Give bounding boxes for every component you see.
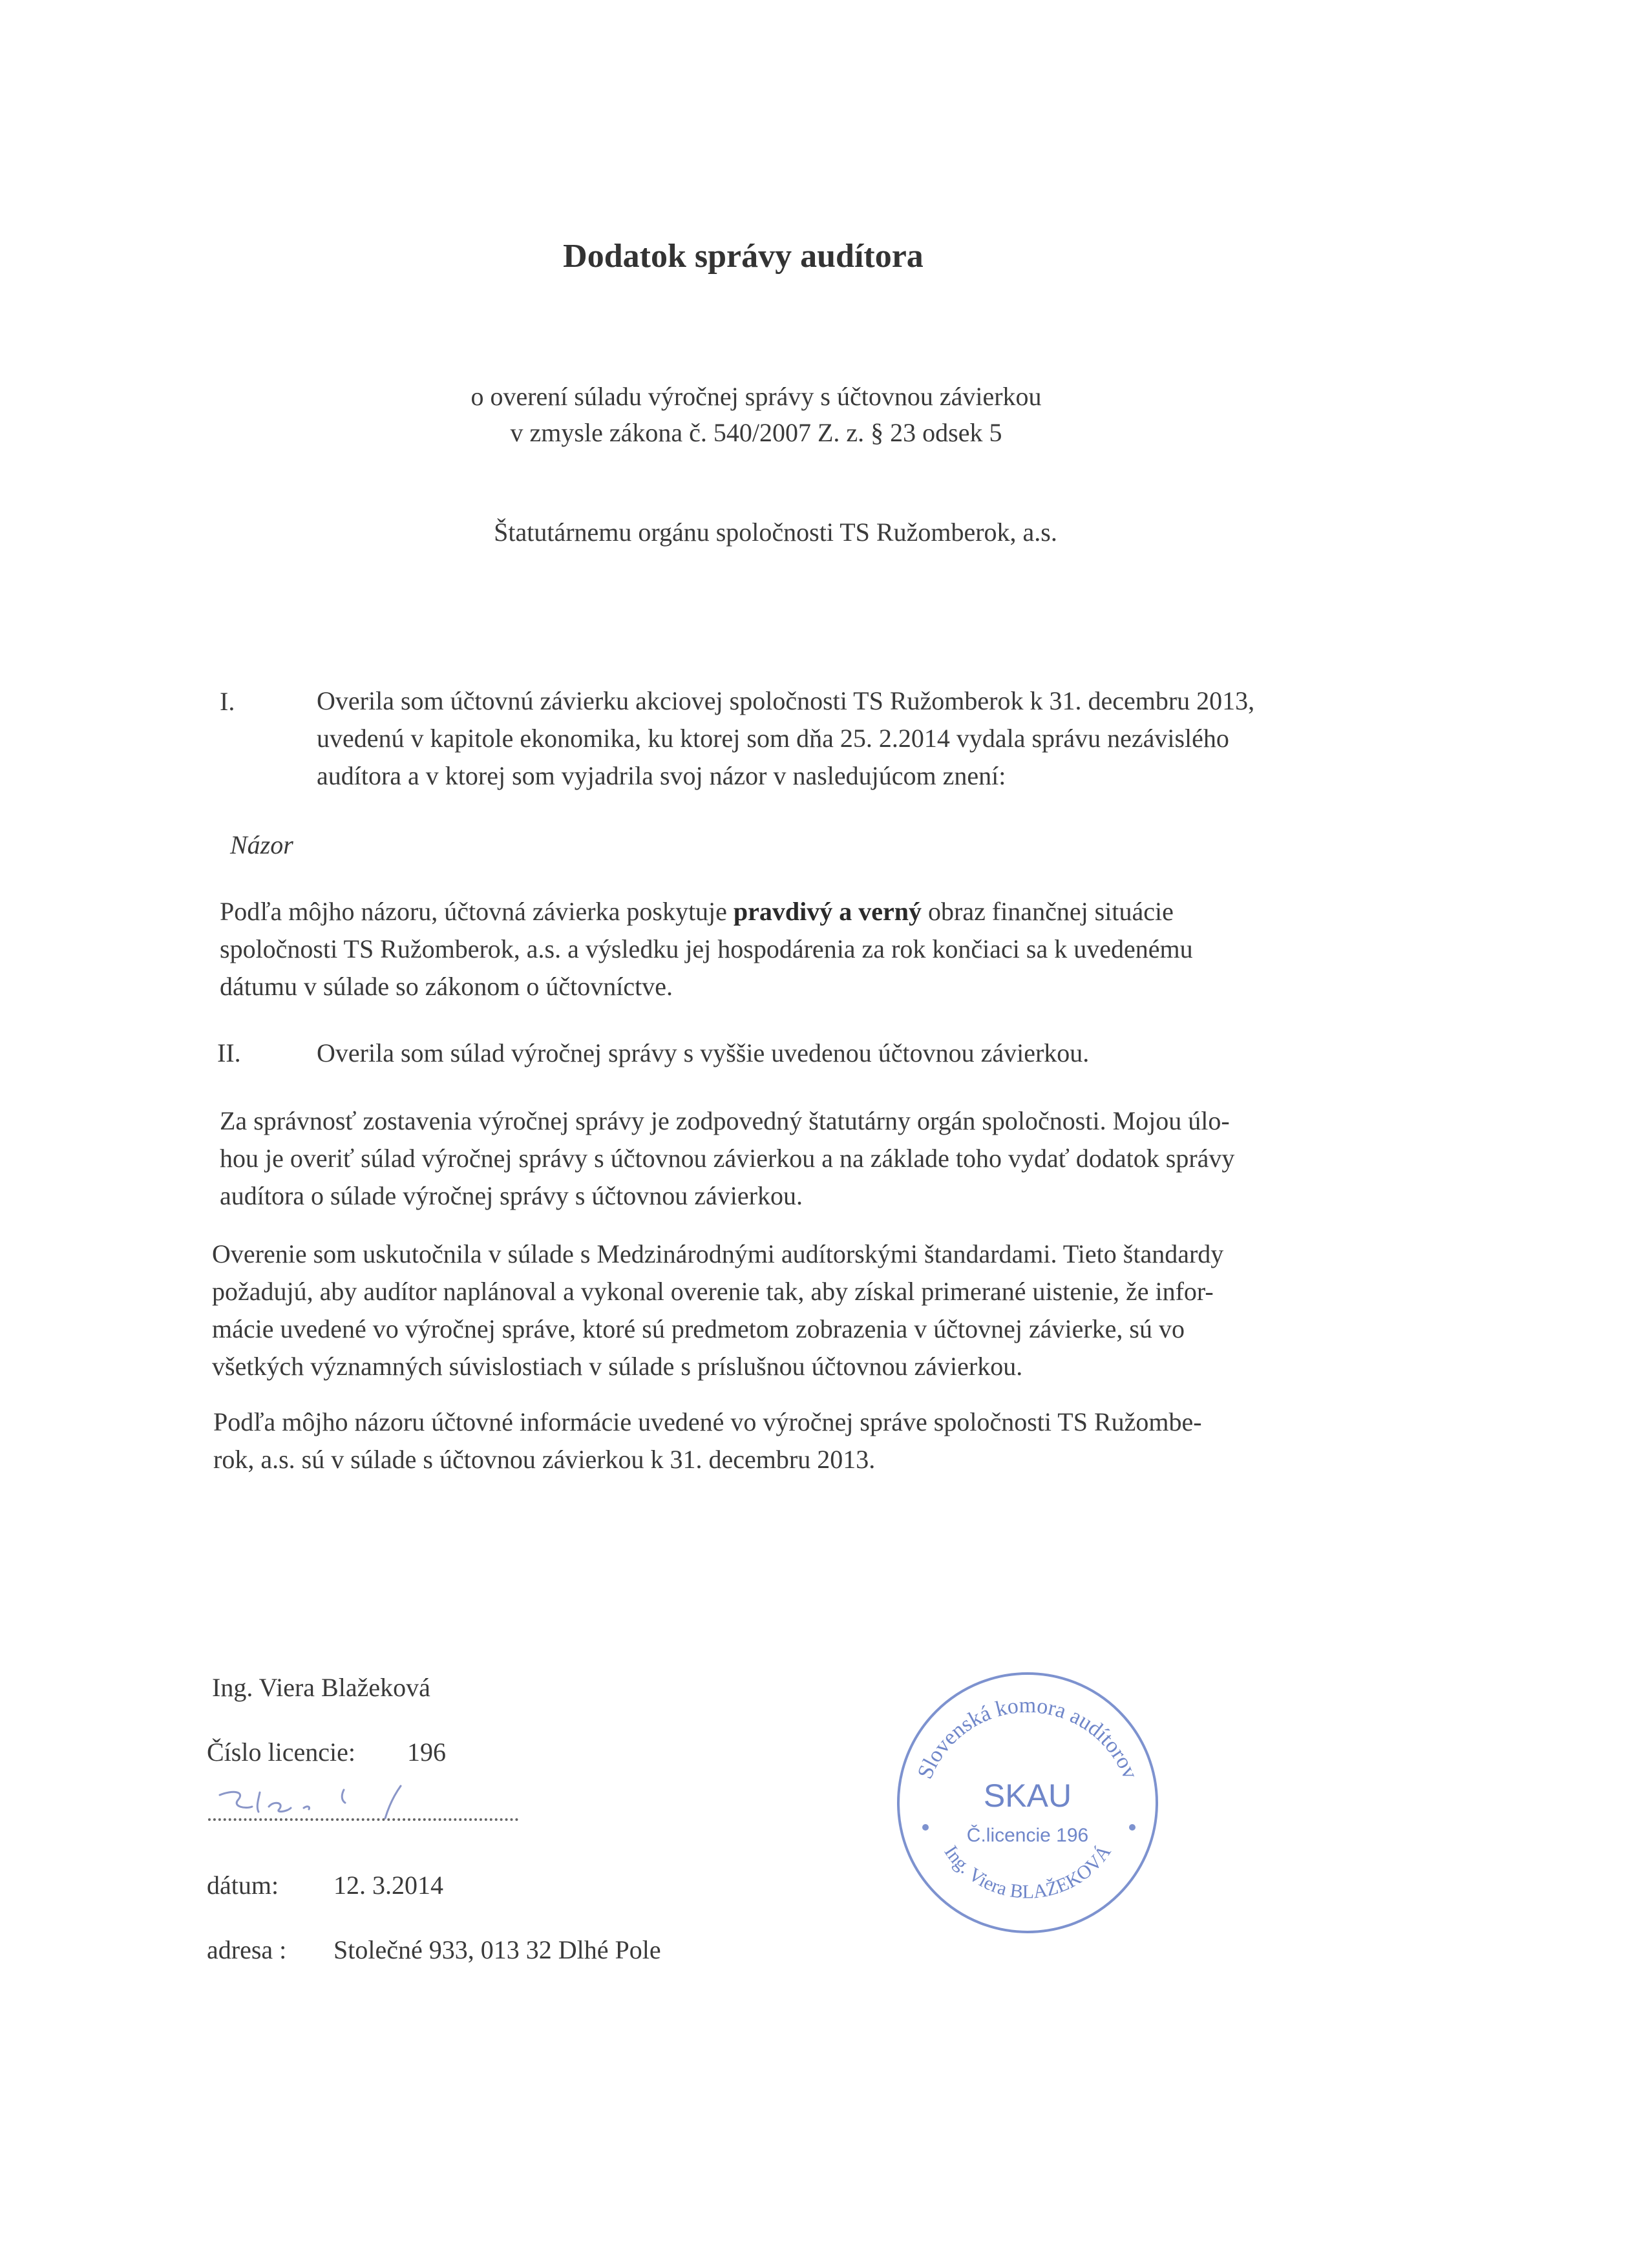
- section-1-line: uvedenú v kapitole ekonomika, ku ktorej som dňa 25. 2.2014 vydala správu nezávislého: [317, 724, 1229, 753]
- stamp-top-arc: Slovenská komora audítorov: [913, 1693, 1143, 1783]
- standards-line: Overenie som uskutočnila v súlade s Medzinárodnými audítorskými štandardami. Tieto štandardy: [212, 1239, 1224, 1268]
- opinion-text: Podľa môjho názoru, účtovná závierka poskytuje: [220, 897, 734, 926]
- responsibility-line: Za správnosť zostavenia výročnej správy je zodpovedný štatutárny orgán spoločnosti. Mojou úlo-: [220, 1106, 1230, 1135]
- conclusion-line: Podľa môjho názoru účtovné informácie uvedené vo výročnej správe spoločnosti TS Ružombe-: [213, 1407, 1202, 1436]
- address-value: Stolečné 933, 013 32 Dlhé Pole: [333, 1935, 661, 1964]
- license-label: Číslo licencie:: [207, 1738, 355, 1767]
- standards-paragraph: [212, 1235, 1223, 1385]
- signatory-name: Ing. Viera Blažeková: [212, 1673, 430, 1702]
- opinion-line: dátumu v súlade so zákonom o účtovníctve.: [220, 972, 673, 1001]
- document-title: Dodatok správy audítora: [563, 238, 924, 275]
- address-label: adresa :: [207, 1935, 287, 1964]
- opinion-line: spoločnosti TS Ružomberok, a.s. a výsledku jej hospodárenia za rok končiaci sa k uvedenému: [220, 934, 1193, 963]
- license-value: 196: [407, 1738, 446, 1767]
- subtitle-line-2: v zmysle zákona č. 540/2007 Z. z. § 23 odsek 5: [510, 418, 1002, 447]
- responsibility-line: hou je overiť súlad výročnej správy s účtovnou závierkou a na základe toho vydať dodatok správy: [220, 1144, 1235, 1173]
- section-1-line: Overila som účtovnú závierku akciovej spoločnosti TS Ružomberok k 31. decembru 2013,: [317, 686, 1255, 715]
- section-2-text: Overila som súlad výročnej správy s vyššie uvedenou účtovnou závierkou.: [317, 1038, 1090, 1067]
- responsibility-paragraph: [220, 1102, 1234, 1215]
- conclusion-paragraph: [213, 1403, 1202, 1478]
- conclusion-line: rok, a.s. sú v súlade s účtovnou závierkou k 31. decembru 2013.: [213, 1445, 876, 1474]
- subtitle-line-1: o overení súladu výročnej správy s účtovnou závierkou: [470, 382, 1042, 411]
- auditor-stamp: [885, 1654, 1170, 1938]
- section-1-text: [317, 682, 1254, 795]
- stamp-bottom-arc: Ing. Viera BLAŽEKOVÁ: [940, 1841, 1115, 1903]
- opinion-heading: Názor: [230, 830, 293, 859]
- standards-line: všetkých významných súvislostiach v súlade s príslušnou účtovnou závierkou.: [212, 1352, 1023, 1381]
- responsibility-line: audítora o súlade výročnej správy s účtovnou závierkou.: [220, 1181, 803, 1210]
- stamp-license: Č.licencie 196: [966, 1825, 1089, 1846]
- opinion-text: obraz finančnej situácie: [922, 897, 1174, 926]
- date-label: dátum:: [207, 1871, 279, 1900]
- date-value: 12. 3.2014: [333, 1871, 443, 1900]
- stamp-center: SKAU: [983, 1778, 1072, 1814]
- opinion-emphasis: pravdivý a verný: [733, 897, 922, 926]
- standards-line: požadujú, aby audítor naplánoval a vykonal overenie tak, aby získal primerané uistenie, že infor-: [212, 1277, 1214, 1306]
- signature-line: [208, 1818, 518, 1821]
- addressee: Štatutárnemu orgánu spoločnosti TS Ružomberok, a.s.: [494, 518, 1057, 547]
- section-1-numeral: I.: [220, 687, 235, 716]
- opinion-line: [220, 893, 1193, 930]
- section-1-line: audítora a v ktorej som vyjadrila svoj názor v nasledujúcom znení:: [317, 761, 1006, 790]
- standards-line: mácie uvedené vo výročnej správe, ktoré sú predmetom zobrazenia v účtovnej závierke, sú vo: [212, 1314, 1185, 1343]
- opinion-paragraph: [220, 893, 1193, 1005]
- section-2-numeral: II.: [217, 1038, 241, 1067]
